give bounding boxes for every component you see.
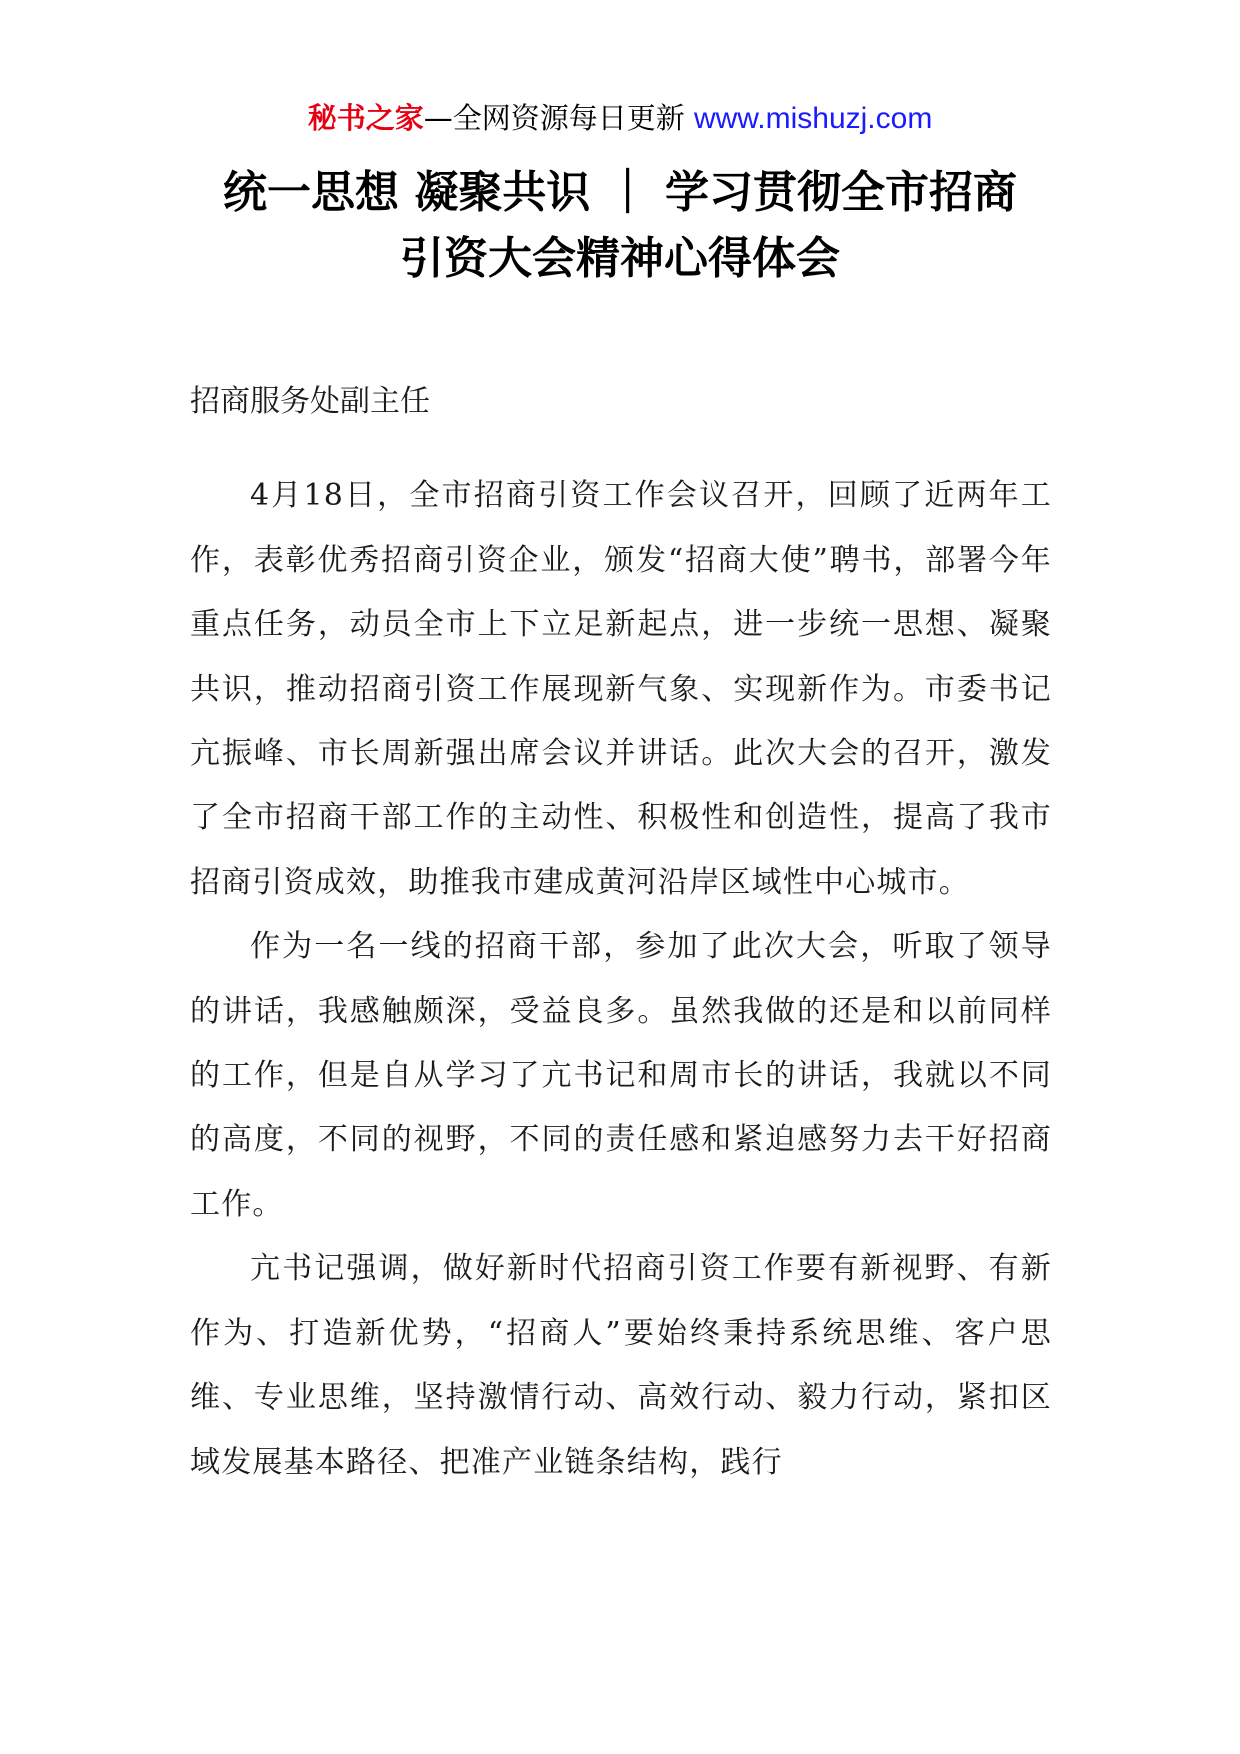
site-header bbox=[0, 98, 1240, 139]
paragraph-1: 4月18日，全市招商引资工作会议召开，回顾了近两年工作，表彰优秀招商引资企业，颁发“招商大使”聘书，部署今年重点任务，动员全市上下立足新起点，进一步统一思想、凝聚共识，推动招商引资工作展现新气象、实现新作为。市委书记亢振峰、市长周新强出席会议并讲话。此次大会的召开，激发了全市招商干部工作的主动性、积极性和创造性，提高了我市招商引资成效，助推我市建成黄河沿岸区域性中心城市。 bbox=[190, 478, 1052, 900]
brand-name: 秘书之家 bbox=[307, 101, 424, 135]
document-body bbox=[190, 370, 1052, 1495]
paragraph-3: 亢书记强调，做好新时代招商引资工作要有新视野、有新作为、打造新优势，“招商人”要始终秉持系统思维、客户思维、专业思维，坚持激情行动、高效行动、毅力行动，紧扣区域发展基本路径、把准产业链条结构，践行 bbox=[190, 1251, 1052, 1480]
title-line-2: 引资大会精神心得体会 bbox=[400, 233, 840, 284]
header-tagline: —全网资源每日更新 bbox=[423, 101, 685, 135]
site-url-link[interactable]: www.mishuzj.com bbox=[693, 102, 933, 135]
author-line: 招商服务处副主任 bbox=[190, 384, 430, 419]
paragraph-2: 作为一名一线的招商干部，参加了此次大会，听取了领导的讲话，我感触颇深，受益良多。虽然我做的还是和以前同样的工作，但是自从学习了亢书记和周市长的讲话，我就以不同的高度，不同的视野，不同的责任感和紧迫感努力去干好招商工作。 bbox=[190, 929, 1052, 1222]
title-line-1: 统一思想 凝聚共识 ｜ 学习贯彻全市招商 bbox=[223, 167, 1017, 218]
document-title bbox=[190, 160, 1050, 292]
